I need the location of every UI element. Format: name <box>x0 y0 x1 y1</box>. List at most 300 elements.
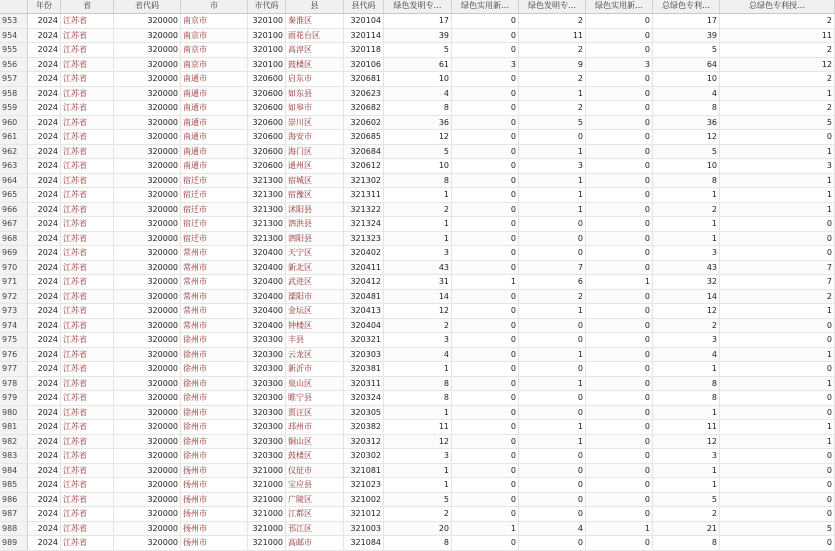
table-cell[interactable]: 12 <box>653 130 720 144</box>
table-cell[interactable]: 4 <box>519 522 586 536</box>
table-cell[interactable]: 320000 <box>114 464 181 478</box>
table-cell[interactable]: 320000 <box>114 217 181 231</box>
table-cell[interactable]: 320600 <box>248 87 286 101</box>
table-cell[interactable]: 2024 <box>28 449 61 463</box>
table-row[interactable] <box>0 58 835 73</box>
table-cell[interactable]: 1 <box>586 275 653 289</box>
table-cell[interactable]: 3 <box>384 449 452 463</box>
table-cell[interactable]: 320400 <box>248 275 286 289</box>
table-cell[interactable]: 云龙区 <box>286 348 344 362</box>
table-cell[interactable]: 新沂市 <box>286 362 344 376</box>
table-cell[interactable]: 320114 <box>344 29 384 43</box>
table-cell[interactable]: 320681 <box>344 72 384 86</box>
table-cell[interactable]: 320000 <box>114 406 181 420</box>
table-cell[interactable]: 320300 <box>248 362 286 376</box>
table-row[interactable] <box>0 377 835 392</box>
table-row[interactable] <box>0 493 835 508</box>
column-header[interactable]: 市 <box>181 0 248 13</box>
table-cell[interactable]: 320000 <box>114 174 181 188</box>
table-cell[interactable]: 0 <box>720 333 835 347</box>
table-cell[interactable]: 321000 <box>248 536 286 550</box>
table-cell[interactable]: 0 <box>452 464 519 478</box>
table-cell[interactable]: 宿豫区 <box>286 188 344 202</box>
table-cell[interactable]: 0 <box>519 130 586 144</box>
table-cell[interactable]: 沭阳县 <box>286 203 344 217</box>
table-cell[interactable]: 邗江区 <box>286 522 344 536</box>
table-cell[interactable]: 南通市 <box>181 116 248 130</box>
table-row[interactable] <box>0 145 835 160</box>
table-cell[interactable]: 43 <box>384 261 452 275</box>
table-cell[interactable]: 5 <box>720 116 835 130</box>
table-cell[interactable]: 5 <box>720 522 835 536</box>
table-cell[interactable]: 0 <box>452 333 519 347</box>
table-cell[interactable]: 320000 <box>114 203 181 217</box>
table-cell[interactable]: 321322 <box>344 203 384 217</box>
table-cell[interactable]: 0 <box>452 406 519 420</box>
table-row[interactable] <box>0 246 835 261</box>
table-cell[interactable]: 39 <box>653 29 720 43</box>
column-header[interactable]: 省 <box>61 0 114 13</box>
table-cell[interactable]: 320600 <box>248 101 286 115</box>
table-cell[interactable]: 321300 <box>248 232 286 246</box>
table-cell[interactable]: 0 <box>586 203 653 217</box>
table-cell[interactable]: 320300 <box>248 348 286 362</box>
table-cell[interactable]: 江苏省 <box>61 174 114 188</box>
table-cell[interactable]: 2024 <box>28 420 61 434</box>
table-cell[interactable]: 0 <box>586 464 653 478</box>
table-cell[interactable]: 320100 <box>248 58 286 72</box>
table-cell[interactable]: 320400 <box>248 261 286 275</box>
table-cell[interactable]: 0 <box>452 43 519 57</box>
table-cell[interactable]: 0 <box>586 406 653 420</box>
table-cell[interactable]: 2 <box>720 72 835 86</box>
table-cell[interactable]: 0 <box>452 14 519 28</box>
table-cell[interactable]: 321323 <box>344 232 384 246</box>
table-cell[interactable]: 0 <box>519 246 586 260</box>
table-row[interactable] <box>0 116 835 131</box>
table-cell[interactable]: 320000 <box>114 159 181 173</box>
table-cell[interactable]: 2024 <box>28 522 61 536</box>
table-cell[interactable]: 秦淮区 <box>286 14 344 28</box>
table-cell[interactable]: 5 <box>384 145 452 159</box>
table-cell[interactable]: 扬州市 <box>181 478 248 492</box>
table-cell[interactable]: 1 <box>384 217 452 231</box>
table-cell[interactable]: 320000 <box>114 391 181 405</box>
table-cell[interactable]: 泗阳县 <box>286 232 344 246</box>
table-cell[interactable]: 0 <box>586 188 653 202</box>
table-row[interactable] <box>0 29 835 44</box>
table-cell[interactable]: 1 <box>720 348 835 362</box>
table-cell[interactable]: 0 <box>452 188 519 202</box>
table-cell[interactable]: 2 <box>653 203 720 217</box>
table-cell[interactable]: 铜山区 <box>286 435 344 449</box>
table-cell[interactable]: 2024 <box>28 275 61 289</box>
table-cell[interactable]: 0 <box>586 493 653 507</box>
table-cell[interactable]: 320000 <box>114 14 181 28</box>
table-cell[interactable]: 320104 <box>344 14 384 28</box>
table-cell[interactable]: 320623 <box>344 87 384 101</box>
table-cell[interactable]: 南京市 <box>181 58 248 72</box>
table-row[interactable] <box>0 304 835 319</box>
table-cell[interactable]: 0 <box>452 348 519 362</box>
table-cell[interactable]: 0 <box>452 101 519 115</box>
table-cell[interactable]: 南通市 <box>181 159 248 173</box>
table-cell[interactable]: 0 <box>720 391 835 405</box>
table-cell[interactable]: 320000 <box>114 130 181 144</box>
table-cell[interactable]: 2 <box>720 14 835 28</box>
table-cell[interactable]: 0 <box>519 464 586 478</box>
table-cell[interactable]: 3 <box>720 159 835 173</box>
table-cell[interactable]: 如东县 <box>286 87 344 101</box>
table-cell[interactable]: 2024 <box>28 232 61 246</box>
table-cell[interactable]: 11 <box>653 420 720 434</box>
table-cell[interactable]: 启东市 <box>286 72 344 86</box>
table-cell[interactable]: 0 <box>586 377 653 391</box>
column-header[interactable]: 县 <box>286 0 344 13</box>
table-cell[interactable]: 3 <box>384 246 452 260</box>
table-cell[interactable]: 徐州市 <box>181 449 248 463</box>
table-row[interactable] <box>0 420 835 435</box>
table-cell[interactable]: 320000 <box>114 87 181 101</box>
table-row[interactable] <box>0 464 835 479</box>
table-cell[interactable]: 2024 <box>28 14 61 28</box>
table-cell[interactable]: 320000 <box>114 290 181 304</box>
table-cell[interactable]: 320000 <box>114 449 181 463</box>
table-cell[interactable]: 320000 <box>114 246 181 260</box>
table-cell[interactable]: 0 <box>452 536 519 550</box>
table-cell[interactable]: 江苏省 <box>61 377 114 391</box>
table-cell[interactable]: 320106 <box>344 58 384 72</box>
table-cell[interactable]: 0 <box>452 391 519 405</box>
table-cell[interactable]: 南通市 <box>181 101 248 115</box>
table-cell[interactable]: 南通市 <box>181 130 248 144</box>
table-cell[interactable]: 320600 <box>248 72 286 86</box>
table-cell[interactable]: 320411 <box>344 261 384 275</box>
table-cell[interactable]: 31 <box>384 275 452 289</box>
table-cell[interactable]: 320000 <box>114 362 181 376</box>
table-cell[interactable]: 8 <box>653 536 720 550</box>
table-cell[interactable]: 江苏省 <box>61 333 114 347</box>
table-cell[interactable]: 扬州市 <box>181 536 248 550</box>
table-cell[interactable]: 0 <box>720 406 835 420</box>
table-cell[interactable]: 3 <box>586 58 653 72</box>
table-cell[interactable]: 0 <box>586 391 653 405</box>
table-cell[interactable]: 江苏省 <box>61 261 114 275</box>
table-cell[interactable]: 1 <box>384 464 452 478</box>
table-cell[interactable]: 0 <box>586 101 653 115</box>
table-row[interactable] <box>0 507 835 522</box>
table-cell[interactable]: 321084 <box>344 536 384 550</box>
table-cell[interactable]: 321000 <box>248 464 286 478</box>
table-cell[interactable]: 江苏省 <box>61 145 114 159</box>
table-cell[interactable]: 0 <box>452 72 519 86</box>
column-header[interactable]: 县代码 <box>344 0 384 13</box>
table-cell[interactable]: 0 <box>720 130 835 144</box>
table-cell[interactable]: 320118 <box>344 43 384 57</box>
table-cell[interactable]: 0 <box>452 377 519 391</box>
table-cell[interactable]: 0 <box>586 145 653 159</box>
table-cell[interactable]: 321000 <box>248 522 286 536</box>
table-cell[interactable]: 江苏省 <box>61 493 114 507</box>
table-cell[interactable]: 南通市 <box>181 72 248 86</box>
table-cell[interactable]: 320302 <box>344 449 384 463</box>
table-cell[interactable]: 0 <box>452 232 519 246</box>
table-cell[interactable]: 2024 <box>28 493 61 507</box>
table-cell[interactable]: 320000 <box>114 522 181 536</box>
table-cell[interactable]: 0 <box>452 130 519 144</box>
table-cell[interactable]: 宿迁市 <box>181 217 248 231</box>
table-cell[interactable]: 0 <box>720 478 835 492</box>
table-cell[interactable]: 江苏省 <box>61 58 114 72</box>
table-cell[interactable]: 2024 <box>28 333 61 347</box>
table-cell[interactable]: 邳州市 <box>286 420 344 434</box>
table-cell[interactable]: 2024 <box>28 304 61 318</box>
table-cell[interactable]: 徐州市 <box>181 333 248 347</box>
table-cell[interactable]: 0 <box>586 174 653 188</box>
table-cell[interactable]: 4 <box>384 348 452 362</box>
table-cell[interactable]: 8 <box>384 536 452 550</box>
table-cell[interactable]: 江苏省 <box>61 188 114 202</box>
table-cell[interactable]: 2024 <box>28 377 61 391</box>
table-cell[interactable]: 2 <box>519 43 586 57</box>
table-cell[interactable]: 0 <box>586 116 653 130</box>
table-cell[interactable]: 320000 <box>114 101 181 115</box>
table-cell[interactable]: 5 <box>653 493 720 507</box>
table-cell[interactable]: 320000 <box>114 507 181 521</box>
table-cell[interactable]: 2024 <box>28 116 61 130</box>
table-cell[interactable]: 0 <box>452 507 519 521</box>
table-cell[interactable]: 江苏省 <box>61 87 114 101</box>
table-cell[interactable]: 11 <box>384 420 452 434</box>
table-cell[interactable]: 1 <box>720 420 835 434</box>
table-cell[interactable]: 0 <box>720 493 835 507</box>
table-cell[interactable]: 江苏省 <box>61 362 114 376</box>
table-cell[interactable]: 2 <box>519 101 586 115</box>
table-cell[interactable]: 8 <box>653 174 720 188</box>
table-cell[interactable]: 2 <box>384 203 452 217</box>
table-cell[interactable]: 钟楼区 <box>286 319 344 333</box>
table-cell[interactable]: 江苏省 <box>61 217 114 231</box>
table-cell[interactable]: 0 <box>720 536 835 550</box>
table-cell[interactable]: 常州市 <box>181 319 248 333</box>
table-cell[interactable]: 7 <box>720 261 835 275</box>
table-cell[interactable]: 2 <box>384 507 452 521</box>
table-cell[interactable]: 320000 <box>114 304 181 318</box>
table-cell[interactable]: 320000 <box>114 261 181 275</box>
table-cell[interactable]: 64 <box>653 58 720 72</box>
table-cell[interactable]: 320000 <box>114 478 181 492</box>
table-cell[interactable]: 新北区 <box>286 261 344 275</box>
table-cell[interactable]: 江苏省 <box>61 246 114 260</box>
table-cell[interactable]: 0 <box>586 348 653 362</box>
table-row[interactable] <box>0 217 835 232</box>
table-cell[interactable]: 江苏省 <box>61 29 114 43</box>
table-cell[interactable]: 320000 <box>114 377 181 391</box>
table-cell[interactable]: 5 <box>519 116 586 130</box>
table-cell[interactable]: 江苏省 <box>61 203 114 217</box>
table-cell[interactable]: 0 <box>586 246 653 260</box>
table-cell[interactable]: 丰县 <box>286 333 344 347</box>
table-cell[interactable]: 0 <box>720 246 835 260</box>
table-cell[interactable]: 江都区 <box>286 507 344 521</box>
table-cell[interactable]: 1 <box>519 435 586 449</box>
table-cell[interactable]: 8 <box>653 101 720 115</box>
table-cell[interactable]: 0 <box>519 319 586 333</box>
table-row[interactable] <box>0 406 835 421</box>
table-row[interactable] <box>0 449 835 464</box>
table-row[interactable] <box>0 362 835 377</box>
table-cell[interactable]: 泗洪县 <box>286 217 344 231</box>
table-cell[interactable]: 1 <box>519 304 586 318</box>
table-cell[interactable]: 1 <box>384 188 452 202</box>
table-cell[interactable]: 常州市 <box>181 290 248 304</box>
table-cell[interactable]: 320404 <box>344 319 384 333</box>
table-cell[interactable]: 0 <box>720 449 835 463</box>
table-cell[interactable]: 8 <box>384 377 452 391</box>
table-cell[interactable]: 贾汪区 <box>286 406 344 420</box>
table-cell[interactable]: 320481 <box>344 290 384 304</box>
table-cell[interactable]: 0 <box>720 464 835 478</box>
table-cell[interactable]: 2024 <box>28 87 61 101</box>
table-cell[interactable]: 320300 <box>248 391 286 405</box>
table-cell[interactable]: 2 <box>720 290 835 304</box>
table-cell[interactable]: 14 <box>384 290 452 304</box>
table-cell[interactable]: 10 <box>384 72 452 86</box>
table-cell[interactable]: 321300 <box>248 203 286 217</box>
table-cell[interactable]: 1 <box>653 362 720 376</box>
table-cell[interactable]: 1 <box>720 188 835 202</box>
table-cell[interactable]: 南通市 <box>181 87 248 101</box>
table-cell[interactable]: 如皋市 <box>286 101 344 115</box>
table-cell[interactable]: 0 <box>586 507 653 521</box>
table-cell[interactable]: 江苏省 <box>61 319 114 333</box>
table-cell[interactable]: 0 <box>586 478 653 492</box>
table-cell[interactable]: 320100 <box>248 43 286 57</box>
table-cell[interactable]: 3 <box>452 58 519 72</box>
table-cell[interactable]: 320300 <box>248 435 286 449</box>
table-cell[interactable]: 宿城区 <box>286 174 344 188</box>
table-cell[interactable]: 0 <box>586 14 653 28</box>
table-row[interactable] <box>0 478 835 493</box>
table-cell[interactable]: 宝应县 <box>286 478 344 492</box>
table-cell[interactable]: 1 <box>519 145 586 159</box>
table-cell[interactable]: 0 <box>452 116 519 130</box>
table-cell[interactable]: 320400 <box>248 304 286 318</box>
table-cell[interactable]: 0 <box>586 87 653 101</box>
table-cell[interactable]: 江苏省 <box>61 536 114 550</box>
table-cell[interactable]: 宿迁市 <box>181 203 248 217</box>
table-cell[interactable]: 2024 <box>28 246 61 260</box>
table-cell[interactable]: 320000 <box>114 43 181 57</box>
table-cell[interactable]: 2 <box>653 319 720 333</box>
table-cell[interactable]: 4 <box>384 87 452 101</box>
table-cell[interactable]: 1 <box>720 87 835 101</box>
table-cell[interactable]: 0 <box>586 261 653 275</box>
table-cell[interactable]: 2024 <box>28 362 61 376</box>
table-cell[interactable]: 0 <box>720 362 835 376</box>
table-cell[interactable]: 0 <box>586 159 653 173</box>
table-row[interactable] <box>0 203 835 218</box>
table-cell[interactable]: 江苏省 <box>61 406 114 420</box>
table-cell[interactable]: 320600 <box>248 130 286 144</box>
table-cell[interactable]: 0 <box>720 319 835 333</box>
table-cell[interactable]: 11 <box>720 29 835 43</box>
table-cell[interactable]: 南京市 <box>181 14 248 28</box>
table-cell[interactable]: 2024 <box>28 29 61 43</box>
table-cell[interactable]: 0 <box>586 29 653 43</box>
table-cell[interactable]: 2024 <box>28 159 61 173</box>
table-cell[interactable]: 1 <box>519 377 586 391</box>
table-cell[interactable]: 320402 <box>344 246 384 260</box>
table-row[interactable] <box>0 290 835 305</box>
table-cell[interactable]: 21 <box>653 522 720 536</box>
table-cell[interactable]: 海门区 <box>286 145 344 159</box>
table-cell[interactable]: 0 <box>452 290 519 304</box>
table-cell[interactable]: 0 <box>519 449 586 463</box>
table-cell[interactable]: 320300 <box>248 420 286 434</box>
table-cell[interactable]: 0 <box>519 536 586 550</box>
table-cell[interactable]: 1 <box>720 304 835 318</box>
table-cell[interactable]: 1 <box>519 174 586 188</box>
table-cell[interactable]: 36 <box>653 116 720 130</box>
table-cell[interactable]: 江苏省 <box>61 522 114 536</box>
table-cell[interactable]: 320000 <box>114 58 181 72</box>
table-cell[interactable]: 0 <box>720 232 835 246</box>
table-cell[interactable]: 5 <box>384 493 452 507</box>
table-cell[interactable]: 徐州市 <box>181 406 248 420</box>
table-cell[interactable]: 321000 <box>248 478 286 492</box>
table-cell[interactable]: 2024 <box>28 406 61 420</box>
table-cell[interactable]: 武进区 <box>286 275 344 289</box>
table-cell[interactable]: 320000 <box>114 145 181 159</box>
table-cell[interactable]: 321302 <box>344 174 384 188</box>
table-cell[interactable]: 仪征市 <box>286 464 344 478</box>
table-cell[interactable]: 天宁区 <box>286 246 344 260</box>
table-cell[interactable]: 徐州市 <box>181 362 248 376</box>
table-cell[interactable]: 1 <box>653 406 720 420</box>
table-cell[interactable]: 8 <box>653 391 720 405</box>
table-cell[interactable]: 0 <box>452 420 519 434</box>
table-row[interactable] <box>0 174 835 189</box>
table-cell[interactable]: 通州区 <box>286 159 344 173</box>
table-cell[interactable]: 1 <box>384 362 452 376</box>
table-cell[interactable]: 320324 <box>344 391 384 405</box>
table-cell[interactable]: 徐州市 <box>181 435 248 449</box>
table-row[interactable] <box>0 333 835 348</box>
table-cell[interactable]: 39 <box>384 29 452 43</box>
table-cell[interactable]: 0 <box>586 420 653 434</box>
table-cell[interactable]: 8 <box>384 101 452 115</box>
table-cell[interactable]: 320682 <box>344 101 384 115</box>
table-cell[interactable]: 江苏省 <box>61 464 114 478</box>
table-cell[interactable]: 1 <box>653 464 720 478</box>
table-cell[interactable]: 12 <box>653 435 720 449</box>
table-row[interactable] <box>0 159 835 174</box>
table-cell[interactable]: 0 <box>452 203 519 217</box>
table-cell[interactable]: 32 <box>653 275 720 289</box>
table-cell[interactable]: 2024 <box>28 188 61 202</box>
table-cell[interactable]: 320600 <box>248 116 286 130</box>
table-cell[interactable]: 36 <box>384 116 452 130</box>
table-row[interactable] <box>0 522 835 537</box>
table-cell[interactable]: 2 <box>653 507 720 521</box>
table-cell[interactable]: 0 <box>586 435 653 449</box>
table-cell[interactable]: 0 <box>586 536 653 550</box>
row-index-header[interactable] <box>0 0 28 13</box>
table-cell[interactable]: 43 <box>653 261 720 275</box>
table-cell[interactable]: 常州市 <box>181 261 248 275</box>
table-row[interactable] <box>0 232 835 247</box>
